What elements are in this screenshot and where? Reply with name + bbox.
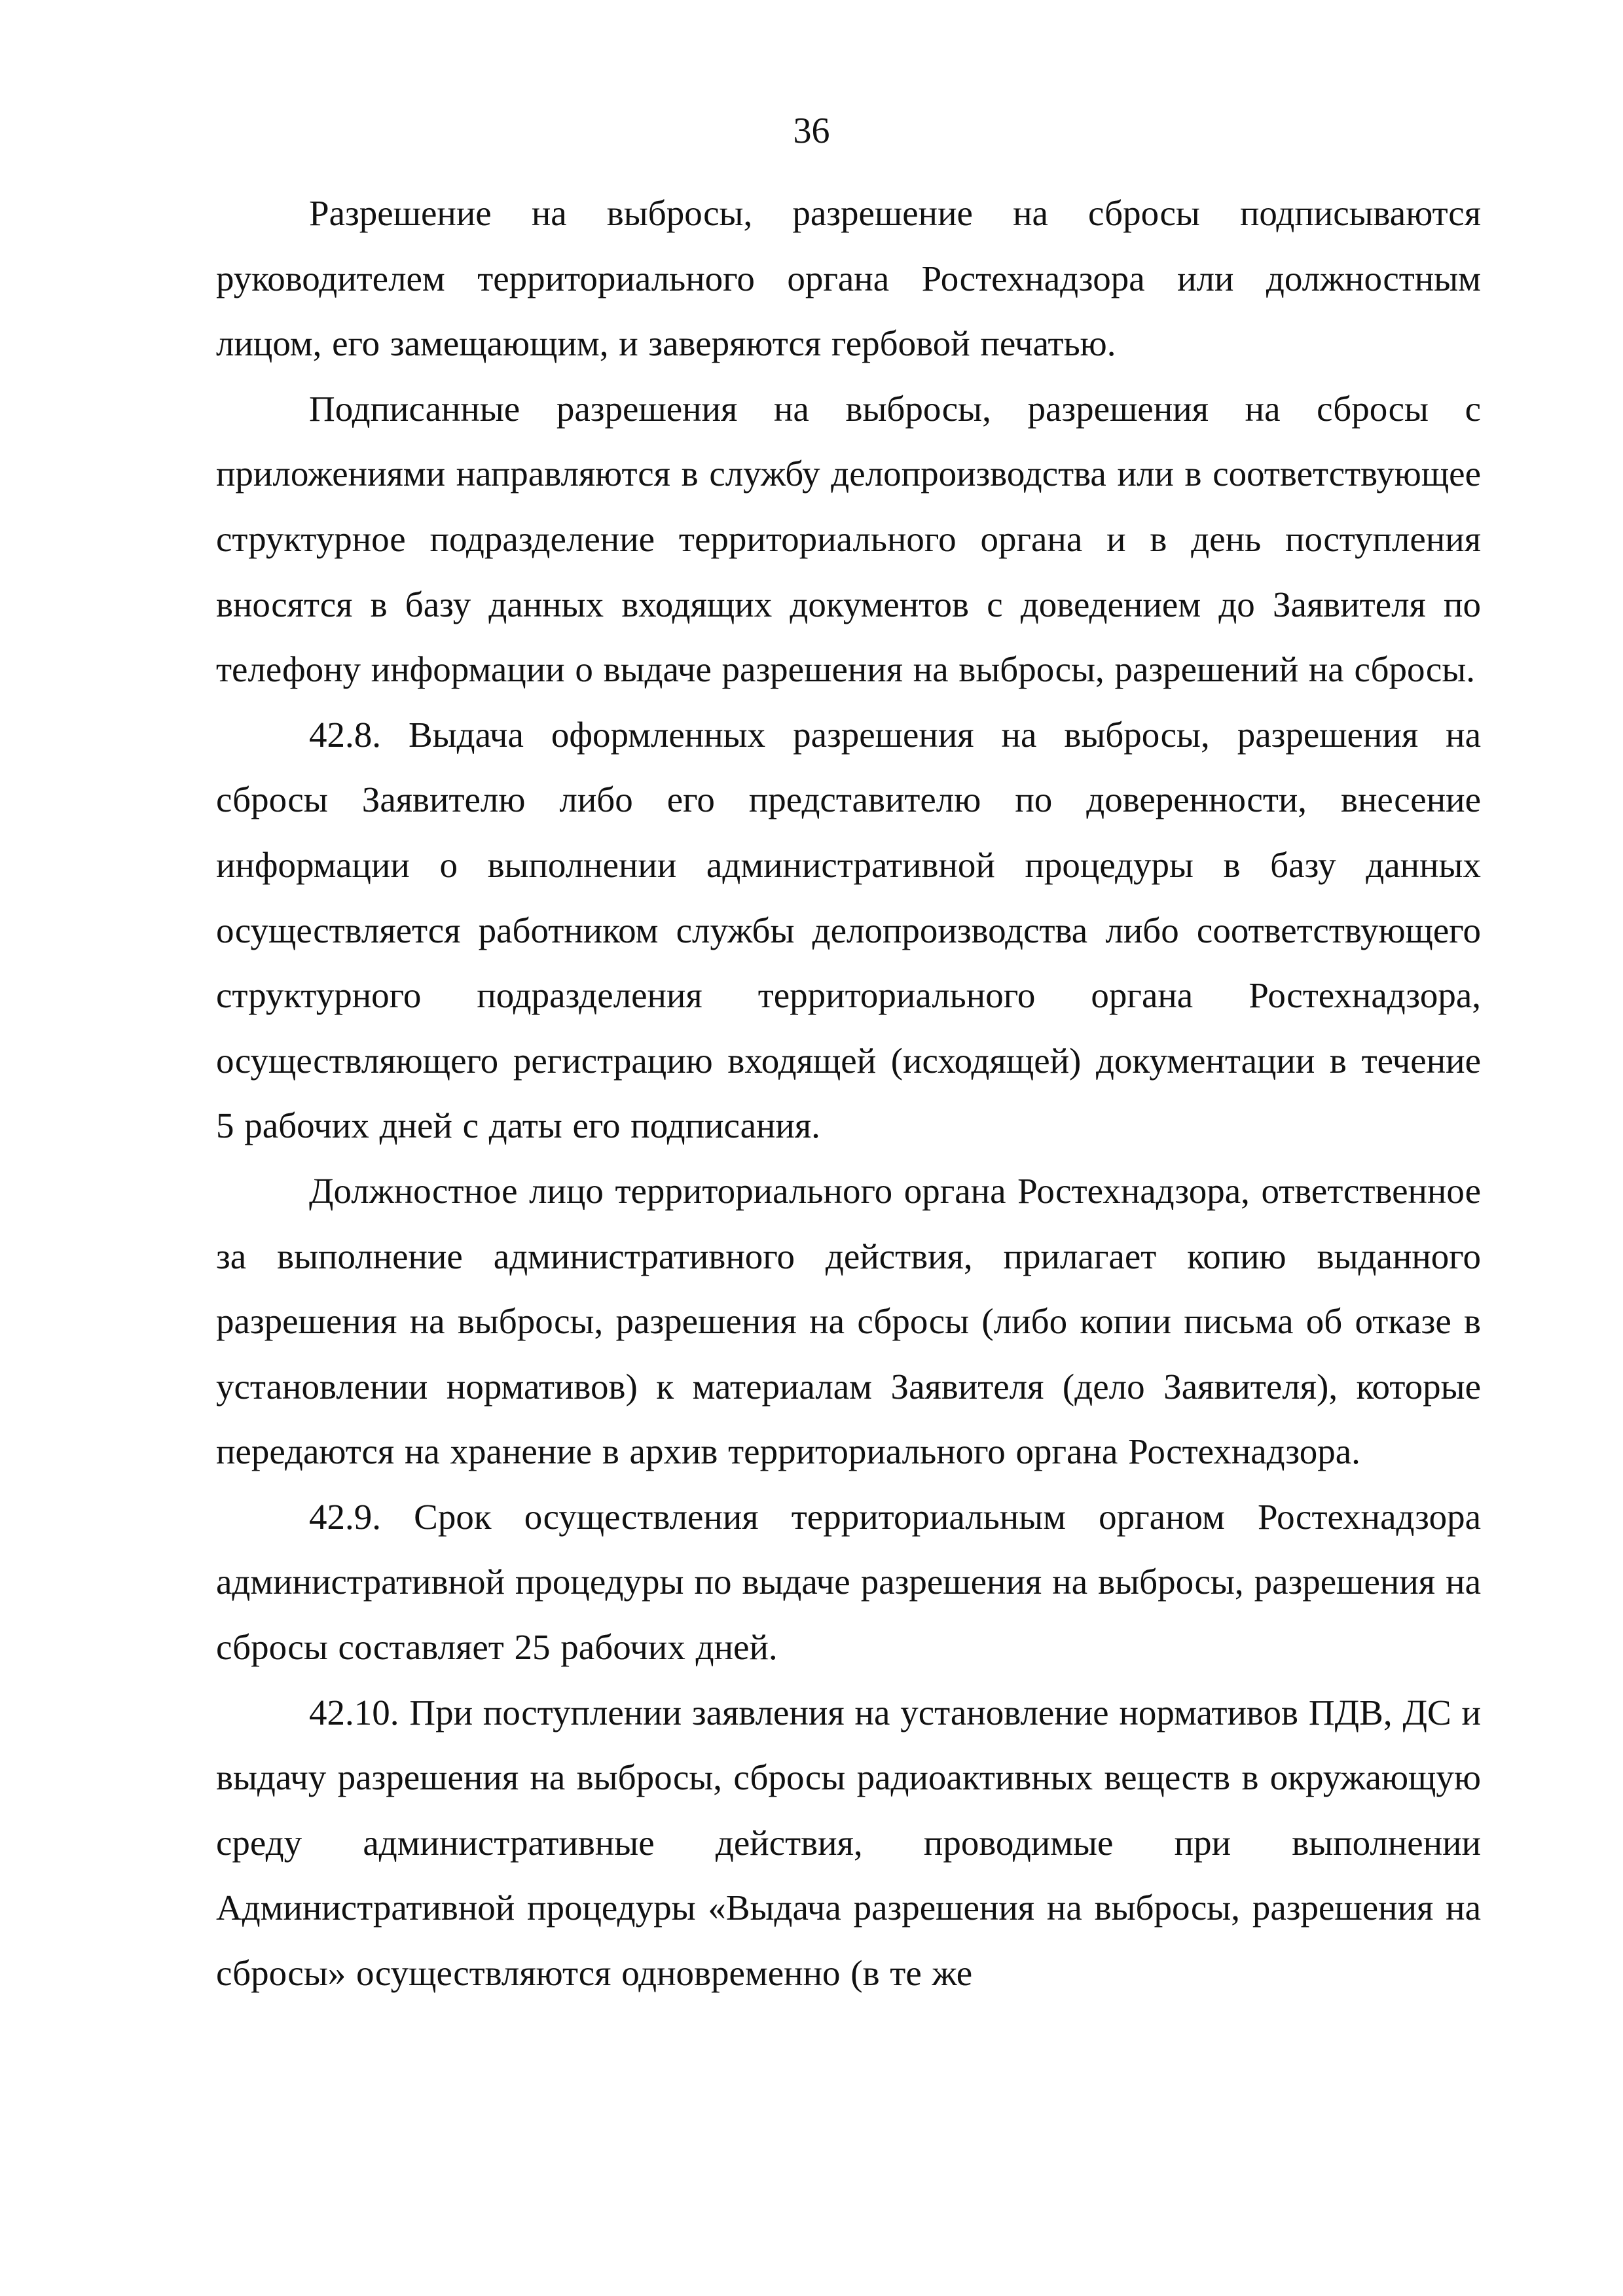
document-body bbox=[216, 181, 1481, 2006]
paragraph-signed-permits: Подписанные разрешения на выбросы, разрешения на сбросы с приложениями направляются в службу делопроизводства или в соответствующее структурное подразделение территориального органа и в день поступления вносятся в базу данных входящих документов с доведением до Заявителя по телефону информации о выдаче разрешения на выбросы, разрешений на сбросы. bbox=[216, 388, 1481, 690]
page-number: 36 bbox=[793, 111, 830, 151]
paragraph-signing: Разрешение на выбросы, разрешение на сбросы подписываются руководителем территориального органа Ростехнадзора или должностным лицом, его замещающим, и заверяются гербовой печатью. bbox=[216, 193, 1481, 364]
paragraph-42-10: 42.10. При поступлении заявления на установление нормативов ПДВ, ДС и выдачу разрешения на выбросы, сбросы радиоактивных веществ в окружающую среду административные действия, проводимые при выполнении Административной процедуры «Выдача разрешения на выбросы, разрешения на сбросы» осуществляются одновременно (в те же bbox=[216, 1692, 1481, 1994]
paragraph-official: Должностное лицо территориального органа Ростехнадзора, ответственное за выполнение административного действия, прилагает копию выданного разрешения на выбросы, разрешения на сбросы (либо копии письма об отказе в установлении нормативов) к материалам Заявителя (дело Заявителя), которые передаются на хранение в архив территориального органа Ростехнадзора. bbox=[216, 1170, 1481, 1472]
paragraph-42-8: 42.8. Выдача оформленных разрешения на выбросы, разрешения на сбросы Заявителю либо его представителю по доверенности, внесение информации о выполнении административной процедуры в базу данных осуществляется работником службы делопроизводства либо соответствующего структурного подразделения территориального органа Ростехнадзора, осуществляющего регистрацию входящей (исходящей) документации в течение 5 рабочих дней с даты его подписания. bbox=[216, 714, 1481, 1146]
paragraph-42-9: 42.9. Срок осуществления территориальным органом Ростехнадзора административной процедуры по выдаче разрешения на выбросы, разрешения на сбросы составляет 25 рабочих дней. bbox=[216, 1496, 1481, 1668]
